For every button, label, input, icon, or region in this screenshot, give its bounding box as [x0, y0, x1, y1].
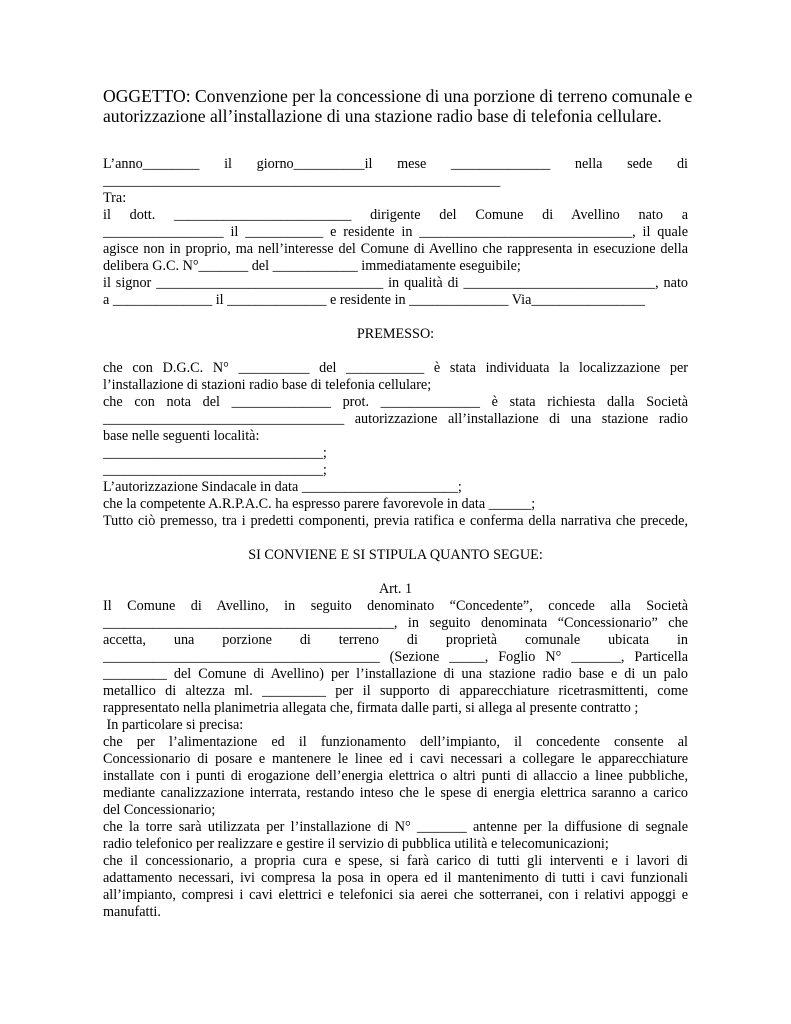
text-line: all’impianto, compresi i cavi elettrici e telefonici sia aerei che sotterranei, con i relativi appoggi e [103, 887, 688, 903]
text-line: _______________________________; [103, 445, 327, 461]
text-line: rappresentato nella planimetria allegata che, firmata dalle parti, si allega al presente contratto ; [103, 700, 639, 716]
text-line: _______________________________________ (Sezione _____, Foglio N° _______, Particella [103, 649, 688, 665]
document-page [103, 86, 693, 921]
article-1-section [103, 598, 688, 921]
text-line: il dott. _________________________ dirigente del Comune di Avellino nato a [103, 207, 688, 223]
text-line: manufatti. [103, 904, 161, 920]
text-line: base nelle seguenti località: [103, 428, 260, 444]
intro-section [103, 156, 688, 309]
text-line: a ______________ il ______________ e residente in ______________ Via________________ [103, 292, 645, 308]
text-line: accetta, una porzione di terreno di proprietà comunale ubicata in [103, 632, 688, 648]
text-line: _________ del Comune di Avellino) per l’installazione di una stazione radio base e di un palo [103, 666, 688, 682]
document-title [103, 86, 693, 126]
article-heading: Art. 1 [378, 581, 413, 597]
premesso-section [103, 360, 688, 530]
title-line: autorizzazione all’installazione di una stazione radio base di telefonia cellulare. [103, 106, 662, 126]
text-line: L’anno________ il giorno__________il mese ______________ nella sede di [103, 156, 688, 172]
text-line: _________________ il ___________ e residente in ______________________________, il quale [103, 224, 688, 240]
text-line: In particolare si precisa: [103, 717, 244, 733]
text-line: Il Comune di Avellino, in seguito denominato “Concedente”, concede alla Società [103, 598, 688, 614]
text-line: adattamento necessari, ivi compresa la posa in opera ed il mantenimento di tutti i cavi funzionali [103, 870, 688, 886]
text-line: radio telefonico per realizzare e gestire il servizio di pubblica utilità e telecomunicazioni; [103, 836, 609, 852]
text-line: che il concessionario, a propria cura e spese, si farà carico di tutti gli interventi e i lavori di [103, 853, 688, 869]
premesso-heading: PREMESSO: [356, 326, 435, 342]
text-line: L’autorizzazione Sindacale in data ______________________; [103, 479, 462, 495]
text-line: agisce non in proprio, ma nell’interesse del Comune di Avellino che rappresenta in esecuzione della [103, 241, 688, 257]
text-line: che la competente A.R.P.A.C. ha espresso parere favorevole in data ______; [103, 496, 536, 512]
text-line: che con D.G.C. N° __________ del ___________ è stata individuata la localizzazione per [103, 360, 688, 376]
text-line: installate con i punti di erogazione dell’energia elettrica o altri punti di allaccio a linee pubbliche, [103, 768, 688, 784]
text-line: ________________________________________________________ [103, 173, 501, 189]
title-line: OGGETTO: Convenzione per la concessione di una porzione di terreno comunale e [103, 86, 693, 106]
text-line: che per l’alimentazione ed il funzionamento dell’impianto, il concedente consente al [103, 734, 688, 750]
text-line: delibera G.C. N°_______ del ____________ immediatamente eseguibile; [103, 258, 521, 274]
text-line: l’installazione di stazioni radio base di telefonia cellulare; [103, 377, 432, 393]
text-line: metallico di altezza ml. _________ per il supporto di apparecchiature ricetrasmittenti, come [103, 683, 688, 699]
text-line: che la torre sarà utilizzata per l’installazione di N° _______ antenne per la diffusione di segnale [103, 819, 688, 835]
text-line: Tra: [103, 190, 127, 206]
text-line: il signor ________________________________ in qualità di ___________________________, nato [103, 275, 688, 291]
text-line: _______________________________; [103, 462, 327, 478]
text-line: mediante canalizzazione interrata, restando inteso che le spese di energia elettrica saranno a carico [103, 785, 688, 801]
text-line: del Concessionario; [103, 802, 216, 818]
text-line: che con nota del ______________ prot. ______________ è stata richiesta dalla Società [103, 394, 688, 410]
text-line: __________________________________ autorizzazione all’installazione di una stazione radio [103, 411, 688, 427]
text-line: Concessionario di posare e mantenere le linee ed i cavi necessari a collegare le apparecchiature [103, 751, 688, 767]
text-line: _________________________________________, in seguito denominata “Concessionario” che [103, 615, 688, 631]
text-line: Tutto ciò premesso, tra i predetti componenti, previa ratifica e conferma della narrativa che precede, [103, 513, 688, 529]
conviene-heading: SI CONVIENE E SI STIPULA QUANTO SEGUE: [248, 547, 543, 563]
